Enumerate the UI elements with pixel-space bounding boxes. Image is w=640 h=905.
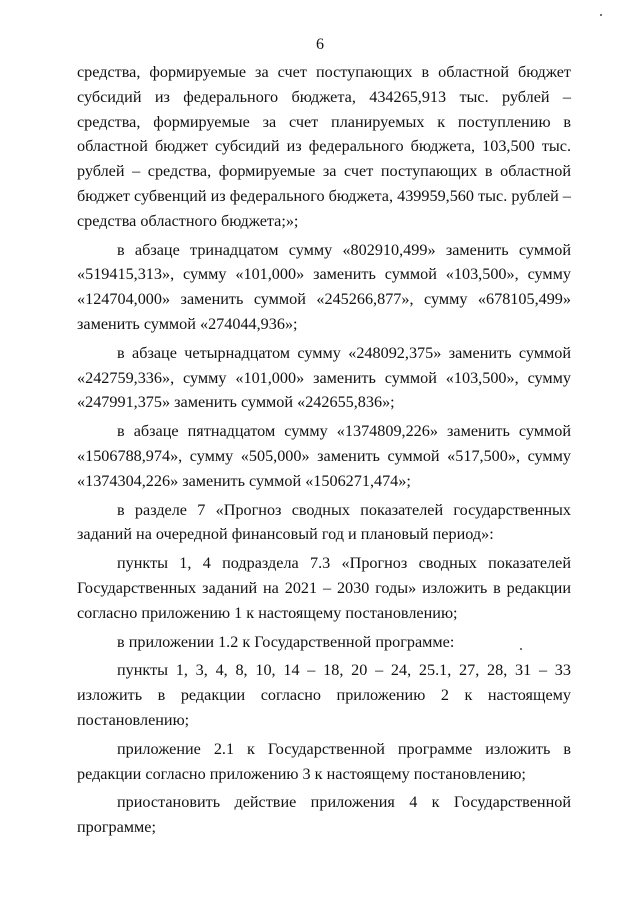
scan-speck <box>520 648 522 650</box>
paragraph-abzac-15: в абзаце пятнадцатом сумму «1374809,226» заменить суммой «1506788,974», сумму «505,000» заменить суммой «517,500», сумму «1374304,226» заменить суммой «1506271,474»; <box>77 422 571 490</box>
paragraph-appendix-2-1: приложение 2.1 к Государственной программе изложить в редакции согласно приложению 3 к настоящему постановлению; <box>77 739 571 783</box>
paragraph-abzac-13: в абзаце тринадцатом сумму «802910,499» заменить суммой «519415,313», сумму «101,000» заменить суммой «103,500», сумму «124704,000» заменить суммой «245266,877», сумму «678105,499» заменить суммой «274044,936»; <box>77 240 571 333</box>
paragraph-section-7: в разделе 7 «Прогноз сводных показателей государственных заданий на очередной финансовый год и плановый период»: <box>77 500 571 544</box>
paragraph-abzac-14: в абзаце четырнадцатом сумму «248092,375» заменить суммой «242759,336», сумму «101,000» заменить суммой «103,500», сумму «247991,375» заменить суммой «242655,836»; <box>77 343 571 412</box>
paragraph-appendix-1-2: в приложении 1.2 к Государственной программе: <box>117 632 455 651</box>
document-body <box>77 60 571 844</box>
paragraph-funding-sources: средства, формируемые за счет поступающих в областной бюджет субсидий из федерального бюджета, 434265,913 тыс. рублей – средства, формируемые за счет планируемых к поступлению в областной бюджет субсидий из федерального бюджета, 103,500 тыс. рублей – средства, формируемые за счет поступающих в областной бюджет субвенций из федерального бюджета, 439959,560 тыс. рублей – средства областного бюджета;»; <box>77 63 571 230</box>
paragraph-suspend-appendix-4: приостановить действие приложения 4 к Государственной программе; <box>77 793 571 837</box>
scan-speck <box>600 14 602 16</box>
paragraph-appendix-1-2-items: пункты 1, 3, 4, 8, 10, 14 – 18, 20 – 24, 25.1, 27, 28, 31 – 33 изложить в редакции согласно приложению 2 к настоящему постановлению; <box>77 661 571 729</box>
page-number: 6 <box>316 36 324 53</box>
paragraph-subsection-7-3: пункты 1, 4 подраздела 7.3 «Прогноз сводных показателей Государственных заданий на 2021 – 2030 годы» изложить в редакции согласно приложению 1 к настоящему постановлению; <box>77 554 571 622</box>
